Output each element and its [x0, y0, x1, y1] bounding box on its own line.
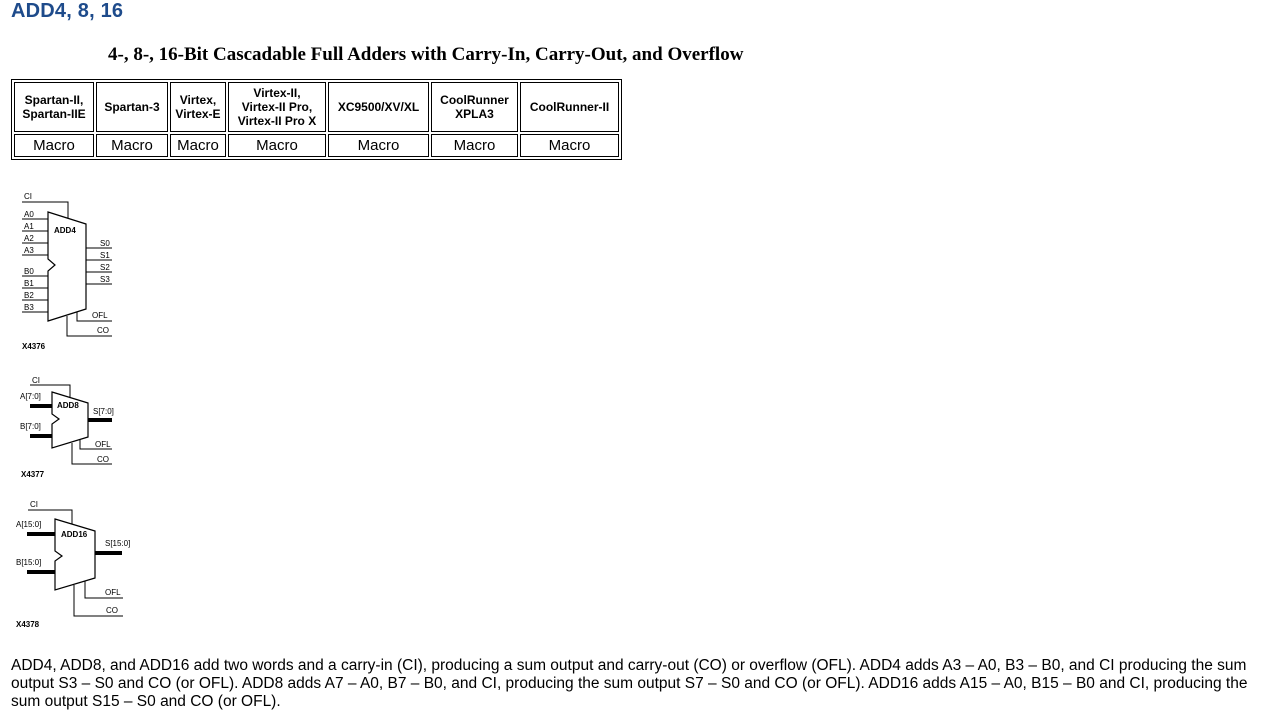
add4-a0-label: A0: [24, 210, 34, 219]
arch-value-spartan-3: Macro: [96, 134, 168, 157]
arch-header-spartan-3: Spartan-3: [96, 82, 168, 132]
add8-a-label: A[7:0]: [20, 392, 41, 401]
arch-value-coolrunner-ii: Macro: [520, 134, 619, 157]
add4-s3-label: S3: [100, 275, 110, 284]
add4-b3-label: B3: [24, 303, 34, 312]
add8-co-label: CO: [97, 455, 109, 464]
add8-ci-label: CI: [32, 376, 40, 385]
add16-symbol: [0, 495, 150, 635]
add4-ofl-label: OFL: [92, 311, 108, 320]
add8-b-label: B[7:0]: [20, 422, 41, 431]
arch-header-virtex: Virtex, Virtex-E: [170, 82, 226, 132]
add16-figure-id: X4378: [16, 620, 40, 629]
arch-header-coolrunner-xpla3: CoolRunner XPLA3: [431, 82, 518, 132]
page-subtitle: 4-, 8-, 16-Bit Cascadable Full Adders with Carry-In, Carry-Out, and Overflow: [108, 44, 744, 65]
arch-header-xc9500: XC9500/XV/XL: [328, 82, 429, 132]
add16-ci-label: CI: [30, 500, 38, 509]
add8-name: ADD8: [57, 401, 79, 410]
add4-a2-label: A2: [24, 234, 34, 243]
add4-a1-label: A1: [24, 222, 34, 231]
arch-header-spartan-ii: Spartan-II, Spartan-IIE: [14, 82, 94, 132]
add4-s1-label: S1: [100, 251, 110, 260]
add4-ci-label: CI: [24, 192, 32, 201]
description-paragraph: ADD4, ADD8, and ADD16 add two words and a carry-in (CI), producing a sum output and carry-out (CO) or overflow (OFL). ADD4 adds A3 – A0, B3 – B0, and CI producing the sum output S3 – S0 and CO (or OFL). ADD8 adds A7 – A0, B7 – B0, and CI, producing the sum output S7 – S0 and CO (or OFL). ADD16 adds A15 – A0, B15 – B0 and CI, producing the sum output S15 – S0 and CO (or OFL).: [11, 657, 1248, 710]
add16-name: ADD16: [61, 530, 88, 539]
arch-value-virtex-ii: Macro: [228, 134, 326, 157]
add4-symbol: [0, 185, 140, 355]
arch-value-coolrunner-xpla3: Macro: [431, 134, 518, 157]
add4-b0-label: B0: [24, 267, 34, 276]
add8-symbol: [0, 370, 140, 485]
add4-s0-label: S0: [100, 239, 110, 248]
add8-figure-id: X4377: [21, 470, 45, 479]
add4-a3-label: A3: [24, 246, 34, 255]
add4-b2-label: B2: [24, 291, 34, 300]
arch-value-spartan-ii: Macro: [14, 134, 94, 157]
add16-a-label: A[15:0]: [16, 520, 42, 529]
architecture-value-row: [14, 134, 619, 157]
add16-b-label: B[15:0]: [16, 558, 42, 567]
architecture-header-row: [14, 82, 619, 132]
add16-ofl-label: OFL: [105, 588, 121, 597]
add8-s-label: S[7:0]: [93, 407, 114, 416]
add4-b1-label: B1: [24, 279, 34, 288]
arch-header-coolrunner-ii: CoolRunner-II: [520, 82, 619, 132]
arch-header-virtex-ii: Virtex-II, Virtex-II Pro, Virtex-II Pro X: [228, 82, 326, 132]
arch-value-virtex: Macro: [170, 134, 226, 157]
arch-value-xc9500: Macro: [328, 134, 429, 157]
add16-co-label: CO: [106, 606, 118, 615]
page-title: ADD4, 8, 16: [11, 0, 124, 22]
add16-s-label: S[15:0]: [105, 539, 131, 548]
architecture-table: [11, 79, 622, 160]
add8-ofl-label: OFL: [95, 440, 111, 449]
add4-co-label: CO: [97, 326, 109, 335]
add4-s2-label: S2: [100, 263, 110, 272]
add4-figure-id: X4376: [22, 342, 46, 351]
add4-name: ADD4: [54, 226, 76, 235]
